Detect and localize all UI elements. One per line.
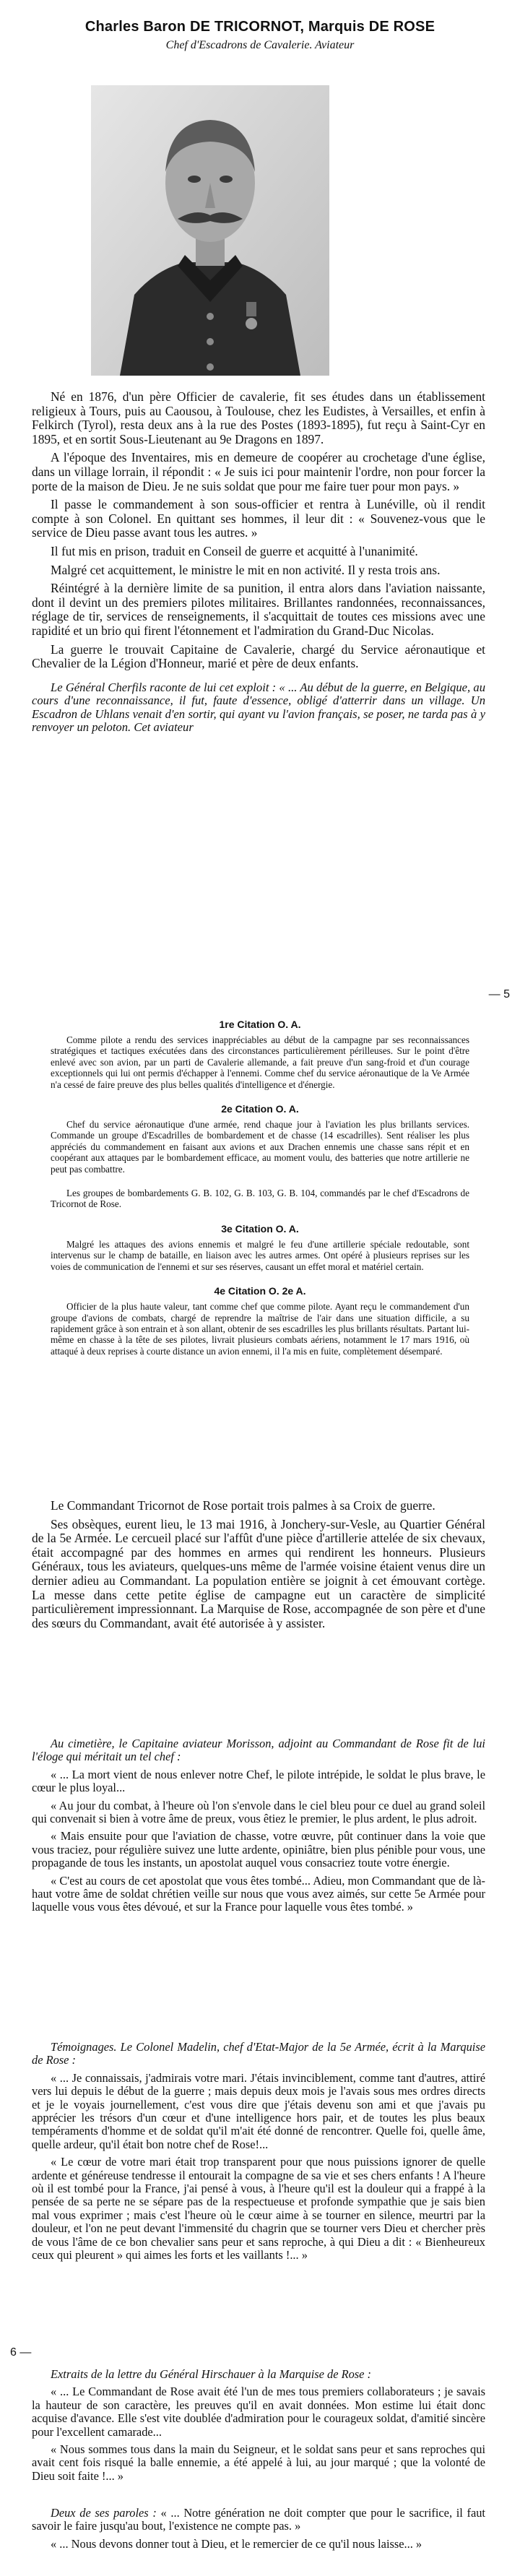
madelin-testimony <box>32 2041 485 2262</box>
citation-heading: 3e Citation O. A. <box>221 1222 299 1235</box>
bio-paragraph: Malgré cet acquittement, le ministre le mit en non activité. Il y resta trois ans. <box>51 562 441 577</box>
eulogy-paragraph: « Au jour du combat, à l'heure où l'on s'envole dans le ciel bleu pour ce duel au grand soleil qui convenait si bien à votre âme de preux, vous êtiez le premier, le plus ardent, le plus adroit. <box>32 1798 485 1826</box>
citation-heading: 4e Citation O. 2e A. <box>214 1285 306 1297</box>
bio-paragraph: Il fut mis en prison, traduit en Conseil de guerre et acquitté à l'unanimité. <box>51 543 418 558</box>
citation-text: Officier de la plus haute valeur, tant comme chef que comme pilote. Ayant reçu le commandement d'un groupe d'avions de combats, chargé de reprendre la maîtrise de l'air dans une situation difficile, a su rapidement grâce à son entrain et à son allant, obtenir de ses escadrilles les plus brillants résultats. Partant lui-même en chasse à la tête de ses pilotes, livrait plusieurs combats aériens, notamment le 17 mars 1916, où attaqué à deux reprises à courte distance un avion ennemi, il l'a mis en fuite, complètement désemparé. <box>51 1301 469 1357</box>
citation-text: Comme pilote a rendu des services inappréciables au début de la campagne par ses reconnaissances stratégiques et tactiques exécutées dans des circonstances particulièrement périlleuses. Sur le point d'être enlevé avec son avion, par un parti de Cavalerie allemande, a fait preuve d'un sang-froid et d'un courage exceptionnels qui lui ont permis d'échapper à l'ennemi. Comme chef du service aéronautique de la Ve Armée n'a cessé de faire preuve des plus belles qualités d'intelligence et d'énergie. <box>51 1034 469 1090</box>
funeral-section <box>32 1499 485 1630</box>
page-number: — 5 <box>488 988 510 1000</box>
bio-paragraph: Il passe le commandement à son sous-officier et rentra à Lunéville, où il rendit compte à son Colonel. En quittant ses hommes, il leur dit : « Souvenez-vous que le service de Dieu passe avant tous les autres. » <box>32 497 485 540</box>
bio-paragraph: Né en 1876, d'un père Officier de cavalerie, fit ses études dans un établissement religieux à Tours, puis au Caousou, à Toulouse, chez les Eudistes, à Versailles, et enfin à Felkirch (Tyrol), resta deux ans à la rue des Postes (1893-1895), fut reçu à Saint-Cyr en 1895, et en sortit Sous-Lieutenant au 9e Dragons en 1897. <box>32 389 485 446</box>
citation-text: Les groupes de bombardements G. B. 102, G. B. 103, G. B. 104, commandés par le chef d'Escadrons de Tricornot de Rose. <box>51 1188 469 1210</box>
eulogy-paragraph: « Mais ensuite pour que l'aviation de chasse, votre œuvre, pût continuer dans la voie que vous traciez, pour régulière suivez une lutte ardente, opiniâtre, bien plus pénible pour vous, une propagande de tous les instants, un apostolat auquel vous consacriez toute votre énergie. <box>32 1829 485 1870</box>
saying-intro <box>32 2507 485 2533</box>
morisson-eulogy <box>32 1737 485 1914</box>
bio-paragraph: Réintégré à la dernière limite de sa punition, il entra alors dans l'aviation naissante, dont il devint un des premiers pilotes militaires. Brillantes randonnées, reconnaissances, réglage de tir, services de renseignements, il s'acquittait de toutes ces missions avec une rapidité et un brio qui firent l'étonnement et l'admiration du Grand-Duc Nicolas. <box>32 581 485 638</box>
eulogy-paragraph: « C'est au cours de cet apostolat que vous êtes tombé... Adieu, mon Commandant que de là-haut votre âme de soldat chrétien veille sur nous que vous avez aimés, sur cette 5e Armée pour laquelle vous vous êtes dévoué, et sur la France pour laquelle vous êtes tombé. » <box>32 1873 485 1914</box>
bio-paragraph: La guerre le trouvait Capitaine de Cavalerie, chargé du Service aéronautique et Chevalier de la Légion d'Honneur, marié et père de deux enfants. <box>32 641 485 671</box>
page-subtitle: Chef d'Escadrons de Cavalerie. Aviateur <box>165 39 355 51</box>
letter-paragraph: « Nous sommes tous dans la main du Seigneur, et le soldat sans peur et sans reproches qui avait cent fois risqué la balle ennemie, a été appelé à lui, au jour marqué ; que la volonté de Dieu soit faite !... » <box>32 2442 485 2483</box>
letter-paragraph: « ... Le Commandant de Rose avait été l'un de mes tous premiers collaborateurs ; je savais la hauteur de son caractère, les preuves qu'il en avait données. Mon estime lui était donc acquise d'avance. Elle s'est vite doublée d'admiration pour le courageux soldat, d'amitié sincère pour l'excellent camarade... <box>32 2385 485 2439</box>
bio-paragraph: A l'époque des Inventaires, mis en demeure de coopérer au crochetage d'une église, dans un village lorrain, il répondit : « Je suis ici pour maintenir l'ordre, non pour forcer la porte de la maison de Dieu. Je ne suis soldat que pour me faire tuer pour mon pays. » <box>32 450 485 493</box>
body-paragraph: Ses obsèques, eurent lieu, le 13 mai 1916, à Jonchery-sur-Vesle, au Quartier Général de la 5e Armée. Le cercueil placé sur l'affût d'une pièce d'artillerie attelée de six chevaux, était accompagné par des hommes en armes qui rendirent les honneurs. Plusieurs Généraux, tous les aviateurs, quelques-uns même de l'armée voisine étaient venus dire un dernier adieu au Commandant. La population entière se joignit à cet émouvant cortège. La messe dans cette petite église de campagne eut un caractère de simplicité particulièrement impressionnant. La Marquise de Rose, accompagnée de son père et d'une des sœurs du Commandant, avait été autorisée à y assister. <box>32 1516 485 1630</box>
citation-heading: 1re Citation O. A. <box>219 1019 301 1030</box>
page-number: 6 — <box>10 2346 32 2359</box>
citations <box>51 1019 469 1357</box>
portrait-photo <box>91 85 329 376</box>
testimony-paragraph: « ... Je connaissais, j'admirais votre mari. J'étais invinciblement, comme tant d'autres, attiré vers lui depuis le début de la guerre ; mais depuis deux mois je l'avais sous mes ordres directs et je le voyais journellement, c'est vous dire que j'étais devenu son ami et que j'avais pu apprécier les trésors d'un cœur et d'une intelligence hors pair, et de toutes les plus beaux tempéraments d'homme et de soldat qu'il m'ait été donné de rencontrer. Quelle foi, quelle âme, quelle ardeur, qu'il était bon notre chef de Rose!... <box>32 2070 485 2151</box>
testimony-intro: Témoignages. Le Colonel Madelin, chef d'Etat-Major de la 5e Armée, écrit à la Marquise de Rose : <box>32 2040 485 2067</box>
testimony-paragraph: « Le cœur de votre mari était trop transparent pour que nous puissions ignorer de quelle ardente et généreuse tendresse il entourait la compagne de sa vie et ses chers enfants ! A l'heure où il est tombé pour la France, j'ai pensé à vous, à l'heure qu'il est la douleur qui a frappé à la pensée de sa perte ne se sépare pas de la respectueuse et profonde sympathie que je sais bien mal vous exprimer ; mais c'est l'heure où le cœur aime à se tourner en silence, meurtri par la douleur, et l'on ne peut devant l'immensité du chagrin que se tourner vers Dieu et chercher près de vous l'âme de ce bon chevalier sans peur et sans reproche, à qui Dieu a dit : « Bienheureux ceux qui pleurent » qui aimes les forts et les vaillants !... » <box>32 2155 485 2262</box>
eulogy-paragraph: « ... La mort vient de nous enlever notre Chef, le pilote intrépide, le soldat le plus brave, le cœur le plus loyal... <box>32 1767 485 1795</box>
hirschauer-letter <box>32 2368 485 2483</box>
biography <box>32 390 485 735</box>
saying-text: « ... Nous devons donner tout à Dieu, et le remercier de ce qu'il nous laisse... » <box>51 2536 422 2551</box>
letter-intro: Extraits de la lettre du Général Hirschauer à la Marquise de Rose : <box>51 2367 371 2381</box>
body-paragraph: Le Commandant Tricornot de Rose portait trois palmes à sa Croix de guerre. <box>51 1498 436 1513</box>
citation-text: Chef du service aéronautique d'une armée, rend chaque jour à l'aviation les plus brillants services. Commande un groupe d'Escadrilles de bombardement et de chasse (14 escadrilles). Sent réaliser les plus appréciés du commandement en faisant aux avions et aux Drachen ennemis une chasse sans répit et en coopérant aux attaques par le bombardement efficace, au moment voulu, des batteries que notre artillerie ne peut pas combattre. <box>51 1119 469 1175</box>
citation-heading: 2e Citation O. A. <box>221 1103 299 1115</box>
saying-label: Deux de ses paroles : <box>51 2506 157 2520</box>
eulogy-intro: Au cimetière, le Capitaine aviateur Morisson, adjoint au Commandant de Rose fit de lui l'éloge qui méritait un tel chef : <box>32 1737 485 1764</box>
cherfils-quote: Le Général Cherfils raconte de lui cet exploit : « ... Au début de la guerre, en Belgique, au cours d'une reconnaissance, il fut, faute d'essence, obligé d'atterrir dans un village. Un Escadron de Uhlans venait d'en sortir, qui ayant vu l'avion français, se poser, ne tarda pas à y renvoyer un peloton. Cet aviateur <box>32 680 485 735</box>
two-sayings <box>32 2507 485 2551</box>
saying-text: « ... Notre génération ne doit compter que pour le sacrifice, il faut savoir le faire jusqu'au bout, l'existence ne compte pas. » <box>32 2506 485 2533</box>
page-title: Charles Baron DE TRICORNOT, Marquis DE ROSE <box>84 19 436 35</box>
citation-text: Malgré les attaques des avions ennemis et malgré le feu d'une artillerie spéciale redoutable, sont intervenus sur le champ de bataille, en liaison avec les autres armes. Ont opéré à plusieurs reprises sur les voies de communication de l'ennemi et sur ses réserves, causant un effet moral et matériel certain. <box>51 1238 469 1272</box>
